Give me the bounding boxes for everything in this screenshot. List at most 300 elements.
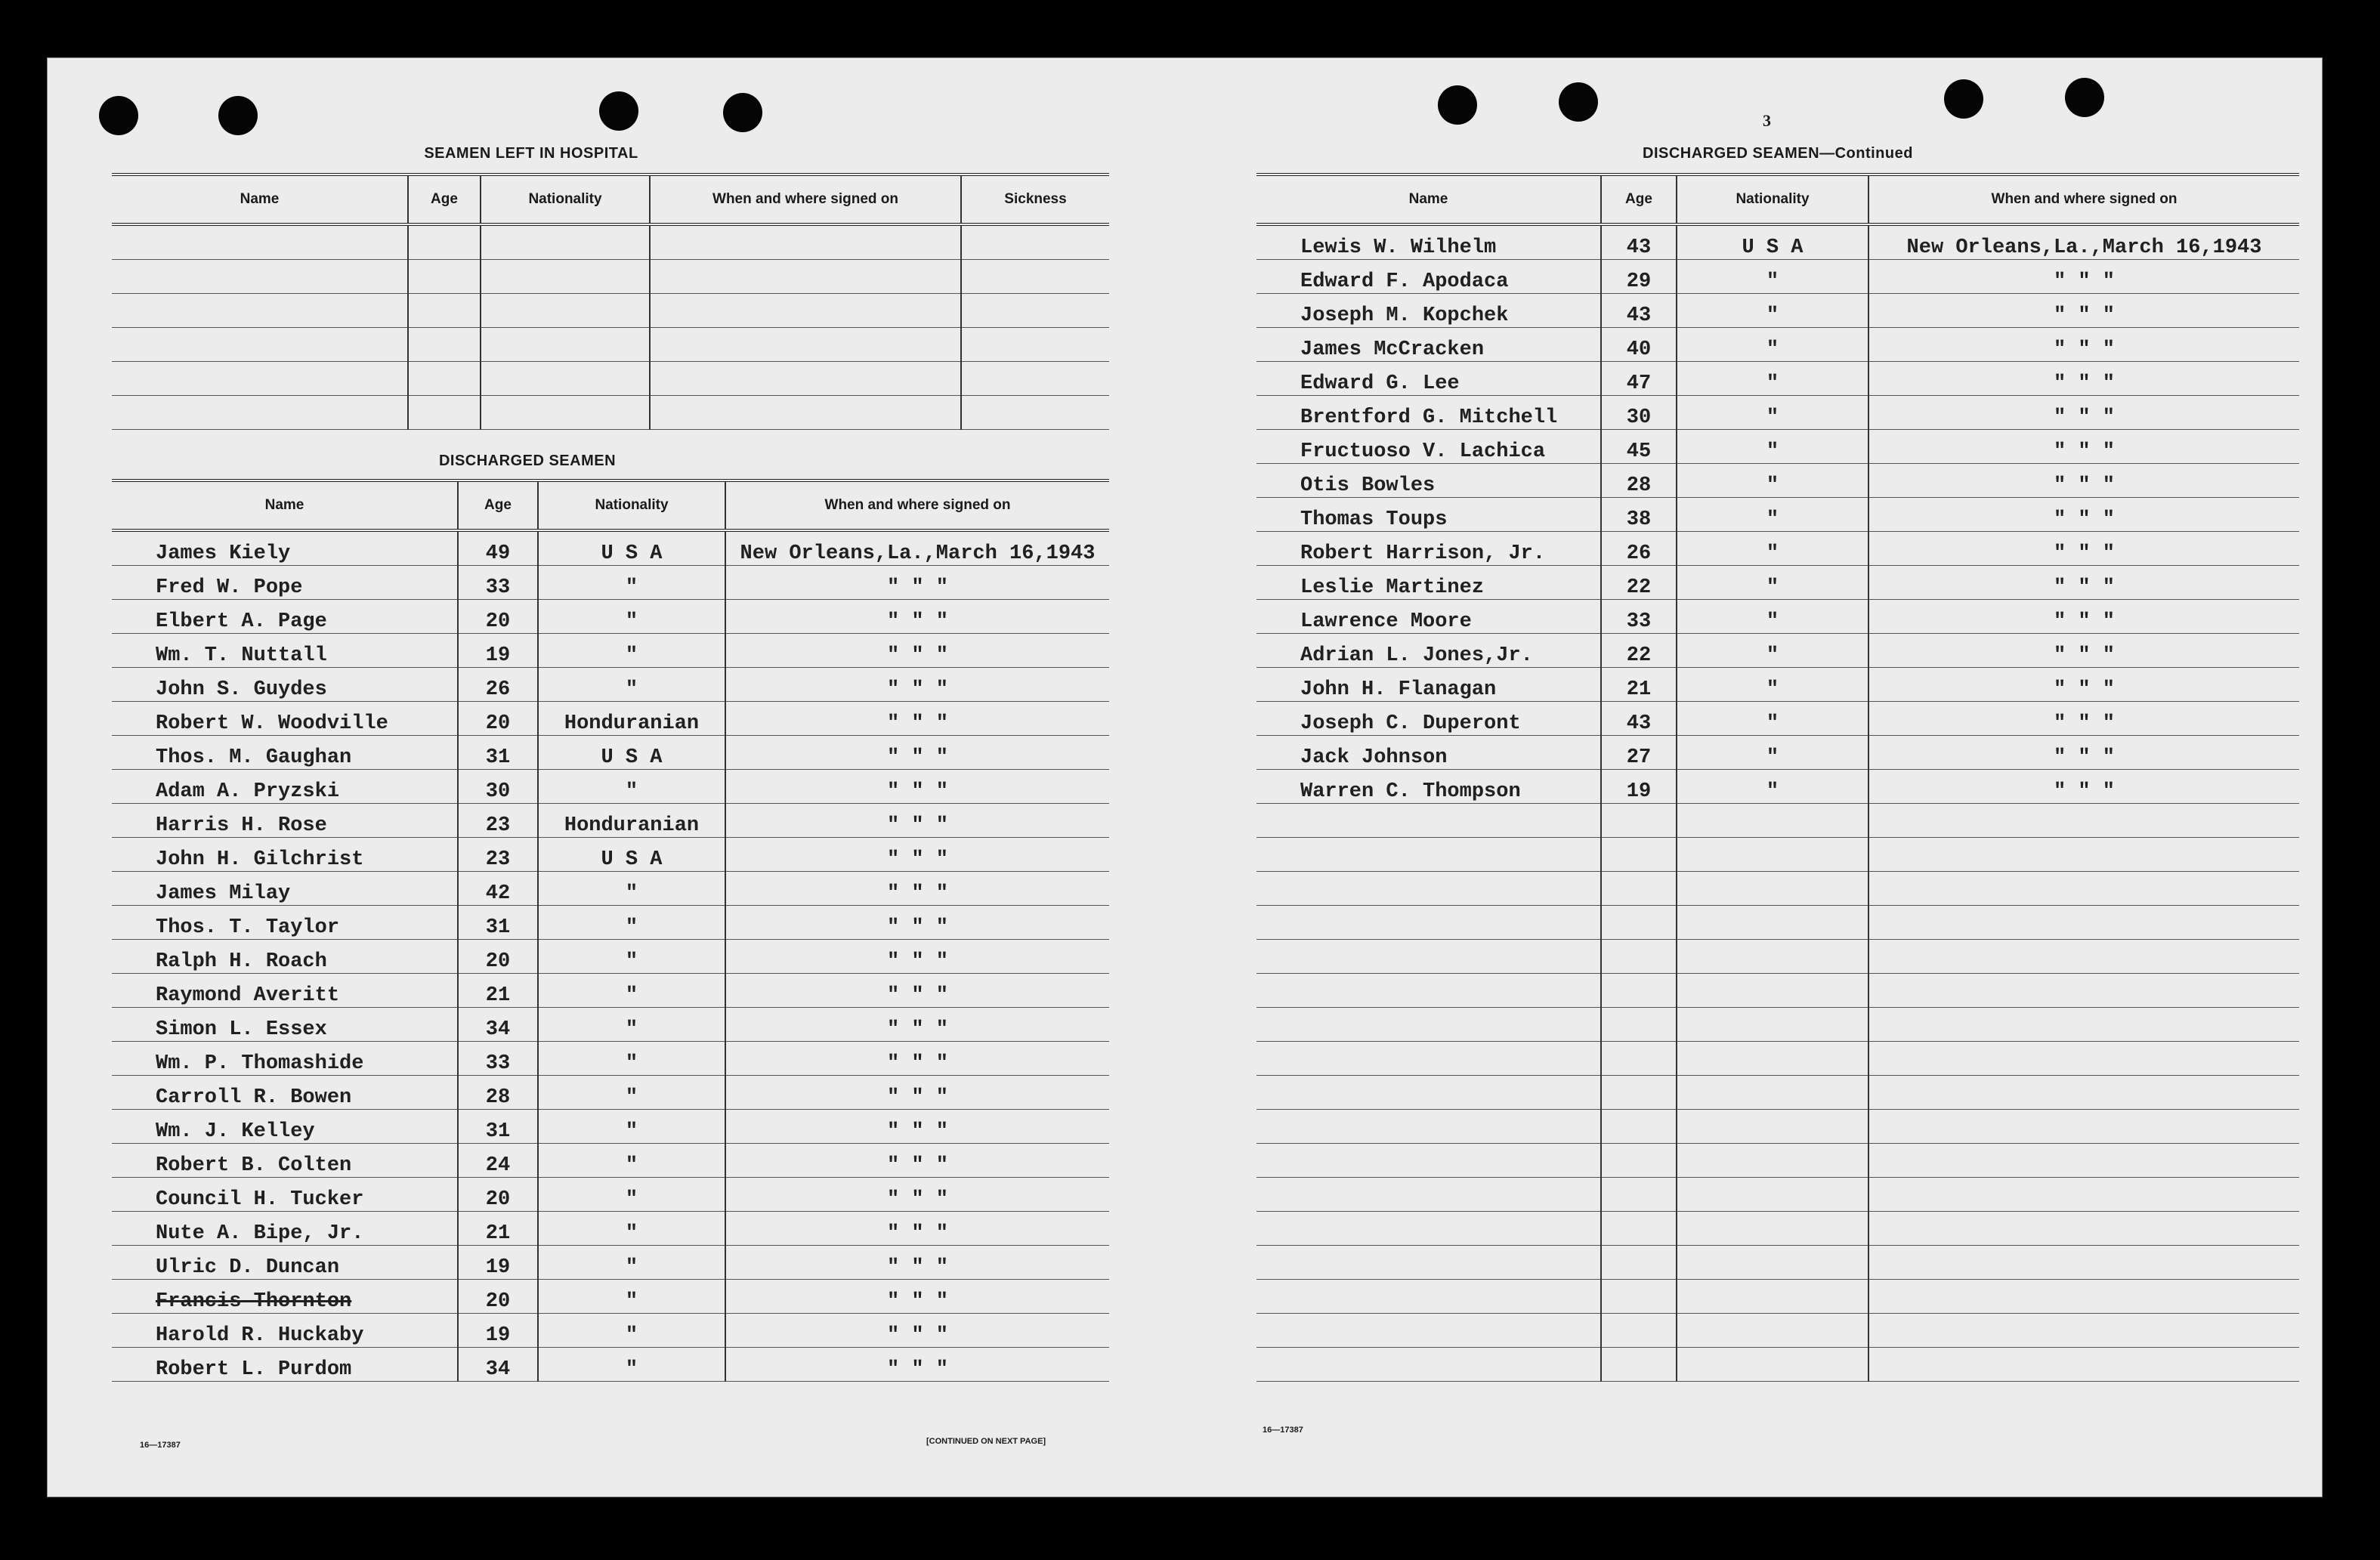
punch-hole bbox=[1944, 79, 1983, 119]
seaman-nationality: " bbox=[538, 1110, 725, 1144]
seaman-name: Jack Johnson bbox=[1256, 736, 1601, 770]
seaman-age: 47 bbox=[1601, 362, 1677, 396]
seaman-name: Simon L. Essex bbox=[112, 1008, 458, 1042]
signed-on: " " " bbox=[725, 600, 1109, 634]
seaman-age bbox=[1601, 872, 1677, 906]
seaman-nationality bbox=[1677, 804, 1868, 838]
seaman-nationality: " bbox=[1677, 498, 1868, 532]
table-row bbox=[1256, 532, 2299, 566]
empty-cell bbox=[408, 362, 481, 396]
seaman-nationality: " bbox=[1677, 362, 1868, 396]
table-row bbox=[112, 600, 1109, 634]
seaman-name: Wm. J. Kelley bbox=[112, 1110, 458, 1144]
empty-cell bbox=[481, 260, 650, 294]
hospital-table bbox=[112, 173, 1109, 430]
empty-cell bbox=[650, 362, 961, 396]
continued-section-title: DISCHARGED SEAMEN—Continued bbox=[1643, 145, 1913, 162]
table-row bbox=[1256, 430, 2299, 464]
seaman-nationality: " bbox=[1677, 328, 1868, 362]
seaman-age: 40 bbox=[1601, 328, 1677, 362]
empty-cell bbox=[650, 260, 961, 294]
seaman-nationality: " bbox=[1677, 702, 1868, 736]
seaman-age: 28 bbox=[1601, 464, 1677, 498]
table-row bbox=[112, 260, 1109, 294]
punch-hole bbox=[723, 93, 762, 132]
seaman-age: 19 bbox=[458, 1314, 538, 1348]
table-row bbox=[1256, 600, 2299, 634]
table-row bbox=[1256, 498, 2299, 532]
seaman-age: 43 bbox=[1601, 702, 1677, 736]
page-number: 3 bbox=[1763, 111, 1771, 130]
seaman-age: 20 bbox=[458, 1178, 538, 1212]
seaman-name: Warren C. Thompson bbox=[1256, 770, 1601, 804]
table-row bbox=[112, 1144, 1109, 1178]
seaman-age: 30 bbox=[458, 770, 538, 804]
signed-on: " " " bbox=[725, 1246, 1109, 1280]
empty-cell bbox=[650, 294, 961, 328]
table-row bbox=[112, 906, 1109, 940]
seaman-nationality bbox=[1677, 1110, 1868, 1144]
seaman-age bbox=[1601, 1212, 1677, 1246]
table-row bbox=[1256, 1042, 2299, 1076]
table-row bbox=[112, 668, 1109, 702]
seaman-age: 20 bbox=[458, 1280, 538, 1314]
seaman-age: 26 bbox=[1601, 532, 1677, 566]
seaman-nationality: " bbox=[538, 1246, 725, 1280]
seaman-nationality bbox=[1677, 974, 1868, 1008]
signed-on: " " " bbox=[725, 668, 1109, 702]
signed-on: " " " bbox=[1868, 464, 2299, 498]
seaman-name bbox=[1256, 1280, 1601, 1314]
signed-on: " " " bbox=[1868, 600, 2299, 634]
seaman-name: Nute A. Bipe, Jr. bbox=[112, 1212, 458, 1246]
table-row bbox=[112, 1348, 1109, 1382]
table-row bbox=[112, 736, 1109, 770]
signed-on: " " " bbox=[1868, 702, 2299, 736]
table-row bbox=[112, 804, 1109, 838]
seaman-name bbox=[1256, 1246, 1601, 1280]
empty-cell bbox=[481, 294, 650, 328]
seaman-age: 24 bbox=[458, 1144, 538, 1178]
seaman-nationality: " bbox=[538, 1008, 725, 1042]
seaman-nationality: " bbox=[1677, 430, 1868, 464]
discharged-header: Name bbox=[112, 480, 458, 530]
seaman-nationality: " bbox=[1677, 396, 1868, 430]
seaman-nationality bbox=[1677, 1076, 1868, 1110]
signed-on bbox=[1868, 1042, 2299, 1076]
seaman-nationality: Honduranian bbox=[538, 804, 725, 838]
seaman-nationality bbox=[1677, 872, 1868, 906]
signed-on: " " " bbox=[725, 1212, 1109, 1246]
table-row bbox=[112, 530, 1109, 566]
seaman-name bbox=[1256, 1008, 1601, 1042]
form-number-right: 16—17387 bbox=[1263, 1426, 1303, 1435]
table-row bbox=[112, 362, 1109, 396]
signed-on bbox=[1868, 804, 2299, 838]
seaman-nationality bbox=[1677, 1280, 1868, 1314]
continued-table bbox=[1256, 173, 2299, 1382]
seaman-name: Fructuoso V. Lachica bbox=[1256, 430, 1601, 464]
seaman-nationality: Honduranian bbox=[538, 702, 725, 736]
seaman-age: 33 bbox=[458, 566, 538, 600]
seaman-age: 23 bbox=[458, 838, 538, 872]
table-row bbox=[112, 566, 1109, 600]
signed-on bbox=[1868, 974, 2299, 1008]
seaman-age: 19 bbox=[1601, 770, 1677, 804]
seaman-name: Robert L. Purdom bbox=[112, 1348, 458, 1382]
table-row bbox=[1256, 328, 2299, 362]
empty-cell bbox=[961, 328, 1109, 362]
seaman-nationality: " bbox=[538, 1348, 725, 1382]
seaman-nationality bbox=[1677, 906, 1868, 940]
signed-on: " " " bbox=[725, 838, 1109, 872]
right-page bbox=[1256, 145, 2299, 1382]
table-row bbox=[1256, 1212, 2299, 1246]
signed-on: " " " bbox=[1868, 532, 2299, 566]
table-row bbox=[1256, 294, 2299, 328]
document-sheet bbox=[47, 57, 2323, 1497]
seaman-name: Thos. T. Taylor bbox=[112, 906, 458, 940]
seaman-nationality: " bbox=[1677, 770, 1868, 804]
seaman-nationality bbox=[1677, 1246, 1868, 1280]
seaman-name: Edward F. Apodaca bbox=[1256, 260, 1601, 294]
table-row bbox=[112, 974, 1109, 1008]
seaman-nationality: " bbox=[538, 668, 725, 702]
seaman-nationality: " bbox=[538, 1280, 725, 1314]
discharged-header: Nationality bbox=[538, 480, 725, 530]
signed-on bbox=[1868, 1008, 2299, 1042]
discharged-table bbox=[112, 479, 1109, 1382]
seaman-age: 29 bbox=[1601, 260, 1677, 294]
discharged-header: Age bbox=[458, 480, 538, 530]
seaman-name: Council H. Tucker bbox=[112, 1178, 458, 1212]
table-row bbox=[1256, 770, 2299, 804]
seaman-nationality: U S A bbox=[1677, 224, 1868, 260]
seaman-age bbox=[1601, 1110, 1677, 1144]
seaman-age: 31 bbox=[458, 1110, 538, 1144]
seaman-nationality: " bbox=[1677, 464, 1868, 498]
seaman-name bbox=[1256, 1042, 1601, 1076]
seaman-age bbox=[1601, 1348, 1677, 1382]
seaman-name bbox=[1256, 940, 1601, 974]
seaman-name: John H. Flanagan bbox=[1256, 668, 1601, 702]
seaman-age bbox=[1601, 804, 1677, 838]
table-row bbox=[112, 328, 1109, 362]
table-row bbox=[1256, 974, 2299, 1008]
seaman-nationality: " bbox=[1677, 294, 1868, 328]
table-row bbox=[1256, 362, 2299, 396]
table-row bbox=[112, 634, 1109, 668]
signed-on: " " " bbox=[1868, 294, 2299, 328]
empty-cell bbox=[112, 328, 408, 362]
table-row bbox=[112, 1280, 1109, 1314]
seaman-nationality: " bbox=[538, 1076, 725, 1110]
signed-on: " " " bbox=[725, 872, 1109, 906]
seaman-name: Elbert A. Page bbox=[112, 600, 458, 634]
seaman-age bbox=[1601, 1314, 1677, 1348]
seaman-name bbox=[1256, 804, 1601, 838]
seaman-nationality: " bbox=[538, 1042, 725, 1076]
empty-cell bbox=[112, 224, 408, 260]
seaman-age: 43 bbox=[1601, 294, 1677, 328]
empty-cell bbox=[650, 224, 961, 260]
seaman-nationality bbox=[1677, 1348, 1868, 1382]
seaman-nationality: U S A bbox=[538, 530, 725, 566]
seaman-nationality: " bbox=[538, 1144, 725, 1178]
seaman-age bbox=[1601, 838, 1677, 872]
table-row bbox=[112, 1178, 1109, 1212]
signed-on: " " " bbox=[725, 1348, 1109, 1382]
table-row bbox=[1256, 1178, 2299, 1212]
table-row bbox=[1256, 804, 2299, 838]
seaman-age: 34 bbox=[458, 1008, 538, 1042]
continued-header: Nationality bbox=[1677, 175, 1868, 224]
empty-cell bbox=[112, 260, 408, 294]
seaman-age: 27 bbox=[1601, 736, 1677, 770]
seaman-age: 21 bbox=[458, 974, 538, 1008]
seaman-nationality bbox=[1677, 1212, 1868, 1246]
empty-cell bbox=[961, 362, 1109, 396]
seaman-age: 30 bbox=[1601, 396, 1677, 430]
seaman-age: 21 bbox=[1601, 668, 1677, 702]
seaman-name: Otis Bowles bbox=[1256, 464, 1601, 498]
seaman-age: 45 bbox=[1601, 430, 1677, 464]
table-row bbox=[1256, 1110, 2299, 1144]
signed-on: " " " bbox=[1868, 430, 2299, 464]
empty-cell bbox=[112, 396, 408, 430]
empty-cell bbox=[961, 260, 1109, 294]
table-row bbox=[112, 838, 1109, 872]
seaman-name bbox=[1256, 1110, 1601, 1144]
seaman-nationality: " bbox=[1677, 532, 1868, 566]
seaman-age: 28 bbox=[458, 1076, 538, 1110]
table-row bbox=[112, 396, 1109, 430]
seaman-name: Wm. T. Nuttall bbox=[112, 634, 458, 668]
seaman-nationality: " bbox=[538, 1314, 725, 1348]
seaman-age: 23 bbox=[458, 804, 538, 838]
seaman-name: James Kiely bbox=[112, 530, 458, 566]
seaman-name bbox=[1256, 838, 1601, 872]
punch-hole bbox=[1438, 85, 1477, 125]
seaman-age: 20 bbox=[458, 940, 538, 974]
signed-on: " " " bbox=[1868, 634, 2299, 668]
signed-on: " " " bbox=[725, 906, 1109, 940]
hospital-header: Age bbox=[408, 175, 481, 224]
table-row bbox=[1256, 1246, 2299, 1280]
seaman-name: Robert B. Colten bbox=[112, 1144, 458, 1178]
continued-header: When and where signed on bbox=[1868, 175, 2299, 224]
signed-on bbox=[1868, 1314, 2299, 1348]
seaman-nationality bbox=[1677, 1178, 1868, 1212]
seaman-age: 31 bbox=[458, 736, 538, 770]
seaman-age: 49 bbox=[458, 530, 538, 566]
table-row bbox=[112, 770, 1109, 804]
seaman-name: Ulric D. Duncan bbox=[112, 1246, 458, 1280]
empty-cell bbox=[650, 396, 961, 430]
signed-on bbox=[1868, 1246, 2299, 1280]
table-row bbox=[1256, 1076, 2299, 1110]
signed-on bbox=[1868, 1076, 2299, 1110]
signed-on: " " " bbox=[725, 566, 1109, 600]
signed-on: " " " bbox=[725, 1076, 1109, 1110]
hospital-header: Name bbox=[112, 175, 408, 224]
table-row bbox=[1256, 736, 2299, 770]
seaman-name: Thos. M. Gaughan bbox=[112, 736, 458, 770]
seaman-name bbox=[1256, 906, 1601, 940]
table-row bbox=[1256, 906, 2299, 940]
seaman-name: Robert Harrison, Jr. bbox=[1256, 532, 1601, 566]
seaman-name: Robert W. Woodville bbox=[112, 702, 458, 736]
signed-on: New Orleans,La.,March 16,1943 bbox=[725, 530, 1109, 566]
signed-on: " " " bbox=[1868, 668, 2299, 702]
seaman-age: 21 bbox=[458, 1212, 538, 1246]
seaman-age bbox=[1601, 1042, 1677, 1076]
seaman-age: 22 bbox=[1601, 634, 1677, 668]
hospital-header: Sickness bbox=[961, 175, 1109, 224]
empty-cell bbox=[481, 362, 650, 396]
table-row bbox=[112, 1314, 1109, 1348]
seaman-name: Wm. P. Thomashide bbox=[112, 1042, 458, 1076]
seaman-name: Brentford G. Mitchell bbox=[1256, 396, 1601, 430]
seaman-name: John H. Gilchrist bbox=[112, 838, 458, 872]
seaman-name bbox=[1256, 974, 1601, 1008]
seaman-age: 19 bbox=[458, 1246, 538, 1280]
table-row bbox=[1256, 1008, 2299, 1042]
punch-hole bbox=[599, 91, 638, 131]
signed-on bbox=[1868, 1348, 2299, 1382]
seaman-name: Joseph C. Duperont bbox=[1256, 702, 1601, 736]
seaman-age: 31 bbox=[458, 906, 538, 940]
signed-on: " " " bbox=[725, 1280, 1109, 1314]
signed-on: " " " bbox=[725, 634, 1109, 668]
table-row bbox=[1256, 634, 2299, 668]
signed-on bbox=[1868, 1280, 2299, 1314]
table-row bbox=[1256, 1144, 2299, 1178]
signed-on: " " " bbox=[1868, 328, 2299, 362]
seaman-name bbox=[1256, 1144, 1601, 1178]
signed-on: " " " bbox=[1868, 498, 2299, 532]
seaman-nationality bbox=[1677, 940, 1868, 974]
seaman-nationality: " bbox=[538, 600, 725, 634]
signed-on bbox=[1868, 906, 2299, 940]
empty-cell bbox=[408, 396, 481, 430]
seaman-name: Edward G. Lee bbox=[1256, 362, 1601, 396]
seaman-age bbox=[1601, 906, 1677, 940]
seaman-name: Fred W. Pope bbox=[112, 566, 458, 600]
signed-on bbox=[1868, 872, 2299, 906]
signed-on: " " " bbox=[1868, 362, 2299, 396]
punch-hole bbox=[1559, 82, 1598, 122]
empty-cell bbox=[408, 224, 481, 260]
seaman-age bbox=[1601, 974, 1677, 1008]
table-row bbox=[112, 1042, 1109, 1076]
table-row bbox=[1256, 940, 2299, 974]
discharged-section-title: DISCHARGED SEAMEN bbox=[438, 453, 617, 469]
signed-on: " " " bbox=[725, 1008, 1109, 1042]
seaman-nationality bbox=[1677, 1144, 1868, 1178]
seaman-nationality: " bbox=[1677, 566, 1868, 600]
table-row bbox=[112, 1110, 1109, 1144]
signed-on: " " " bbox=[725, 940, 1109, 974]
seaman-age: 20 bbox=[458, 702, 538, 736]
table-row bbox=[1256, 668, 2299, 702]
empty-cell bbox=[961, 224, 1109, 260]
seaman-name bbox=[1256, 1178, 1601, 1212]
seaman-nationality: " bbox=[1677, 260, 1868, 294]
seaman-age bbox=[1601, 1178, 1677, 1212]
seaman-nationality bbox=[1677, 1042, 1868, 1076]
signed-on: " " " bbox=[1868, 260, 2299, 294]
table-row bbox=[1256, 1280, 2299, 1314]
empty-cell bbox=[481, 224, 650, 260]
table-row bbox=[1256, 702, 2299, 736]
seaman-name: Raymond Averitt bbox=[112, 974, 458, 1008]
signed-on: " " " bbox=[725, 1314, 1109, 1348]
signed-on: " " " bbox=[1868, 736, 2299, 770]
seaman-age bbox=[1601, 1008, 1677, 1042]
hospital-header: Nationality bbox=[481, 175, 650, 224]
table-row bbox=[112, 1246, 1109, 1280]
seaman-age: 33 bbox=[458, 1042, 538, 1076]
seaman-name: Thomas Toups bbox=[1256, 498, 1601, 532]
signed-on bbox=[1868, 940, 2299, 974]
signed-on bbox=[1868, 1144, 2299, 1178]
seaman-nationality: " bbox=[1677, 600, 1868, 634]
form-number-left: 16—17387 bbox=[140, 1441, 181, 1450]
table-row bbox=[112, 940, 1109, 974]
seaman-age: 19 bbox=[458, 634, 538, 668]
continued-header: Age bbox=[1601, 175, 1677, 224]
seaman-nationality: " bbox=[538, 770, 725, 804]
empty-cell bbox=[650, 328, 961, 362]
seaman-age: 42 bbox=[458, 872, 538, 906]
signed-on: " " " bbox=[725, 1178, 1109, 1212]
table-row bbox=[1256, 1348, 2299, 1382]
signed-on bbox=[1868, 1212, 2299, 1246]
seaman-nationality: U S A bbox=[538, 736, 725, 770]
signed-on: " " " bbox=[725, 770, 1109, 804]
empty-cell bbox=[112, 294, 408, 328]
seaman-nationality: " bbox=[538, 1212, 725, 1246]
seaman-name bbox=[1256, 1348, 1601, 1382]
seaman-name bbox=[1256, 1314, 1601, 1348]
seaman-nationality: " bbox=[1677, 736, 1868, 770]
table-row bbox=[112, 872, 1109, 906]
seaman-nationality: " bbox=[538, 634, 725, 668]
table-row bbox=[1256, 464, 2299, 498]
signed-on: New Orleans,La.,March 16,1943 bbox=[1868, 224, 2299, 260]
seaman-nationality: " bbox=[538, 566, 725, 600]
table-row bbox=[112, 224, 1109, 260]
seaman-age: 22 bbox=[1601, 566, 1677, 600]
seaman-name: Ralph H. Roach bbox=[112, 940, 458, 974]
table-row bbox=[1256, 396, 2299, 430]
empty-cell bbox=[481, 328, 650, 362]
table-row bbox=[1256, 838, 2299, 872]
seaman-age: 38 bbox=[1601, 498, 1677, 532]
seaman-nationality: " bbox=[538, 974, 725, 1008]
punch-hole bbox=[2065, 78, 2104, 117]
seaman-nationality: " bbox=[1677, 668, 1868, 702]
signed-on: " " " bbox=[725, 736, 1109, 770]
table-row bbox=[112, 294, 1109, 328]
signed-on: " " " bbox=[1868, 566, 2299, 600]
seaman-age: 43 bbox=[1601, 224, 1677, 260]
table-row bbox=[112, 1008, 1109, 1042]
empty-cell bbox=[961, 294, 1109, 328]
signed-on: " " " bbox=[725, 1144, 1109, 1178]
empty-cell bbox=[961, 396, 1109, 430]
